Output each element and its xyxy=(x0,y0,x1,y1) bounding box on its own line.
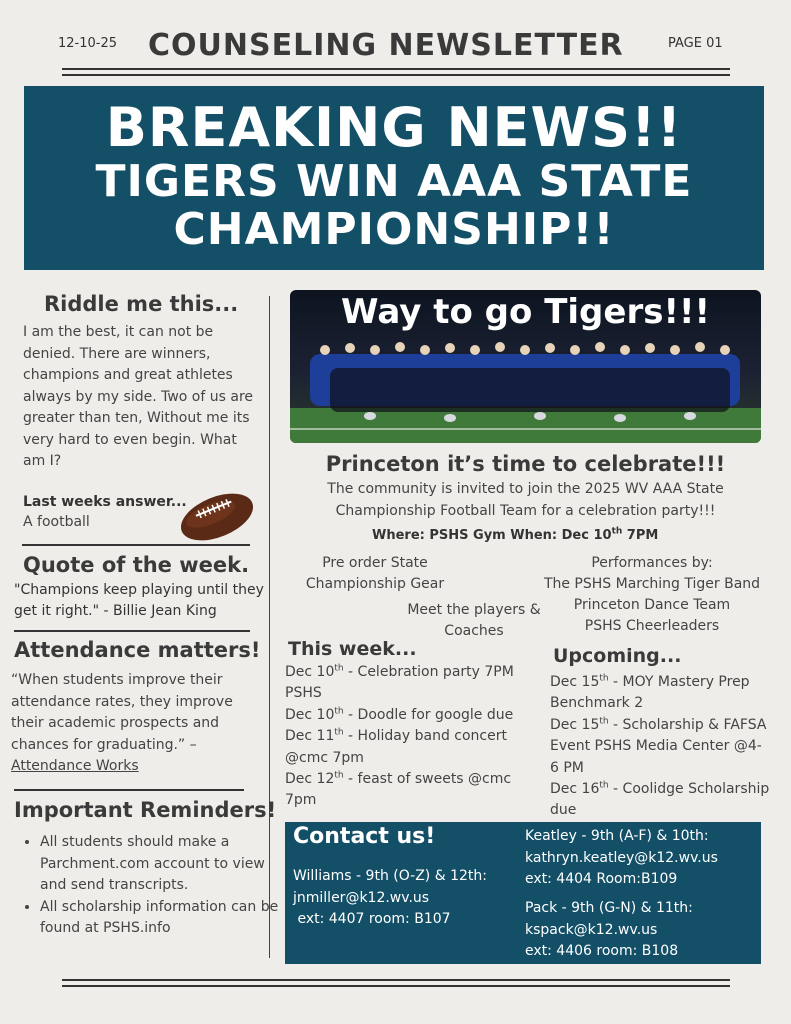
attendance-quote: “When students improve their attendance rates, they improve their academic prospects and chances for graduating.” – xyxy=(11,672,233,753)
upcoming-heading: Upcoming... xyxy=(553,645,682,667)
riddle-text: I am the best, it can not be denied. There are winners, champions and great athletes always by my side. Two of us are greater than ten, Without me its very hard to even begin. What am I? xyxy=(23,324,254,469)
header-rule-top xyxy=(62,68,730,70)
photo-caption: Way to go Tigers!!! xyxy=(341,292,710,332)
page-number: PAGE 01 xyxy=(668,36,723,51)
keatley-email[interactable]: kathryn.keatley@k12.wv.us xyxy=(525,849,718,866)
riddle-heading: Riddle me this... xyxy=(44,292,239,316)
williams-ext: ext: 4407 room: B107 xyxy=(293,911,451,927)
reminders-heading: Important Reminders! xyxy=(14,798,277,822)
list-item: • All scholarship information can be found at PSHS.info xyxy=(40,897,290,940)
pack-role: Pack - 9th (G-N) & 11th: xyxy=(525,900,693,916)
list-item: Dec 15th - Scholarship & FAFSA Event PSHS Media Center @4-6 PM xyxy=(550,716,767,776)
quote-divider xyxy=(14,630,250,632)
reminders-list xyxy=(18,832,290,940)
contact-pack xyxy=(525,898,761,963)
issue-date: 12-10-25 xyxy=(58,36,118,51)
upcoming-list xyxy=(550,672,770,822)
last-week-label: Last weeks answer... xyxy=(23,494,187,510)
list-item: Dec 10th - Celebration party 7PM PSHS xyxy=(285,663,514,702)
last-week-answer: A football xyxy=(23,514,90,530)
breaking-news-banner xyxy=(24,86,764,270)
performances xyxy=(532,553,772,637)
quote-text: "Champions keep playing until they get it right." - Billie Jean King xyxy=(14,582,264,619)
header-rule-bottom xyxy=(62,74,730,76)
banner-line-3: CHAMPIONSHIP!! xyxy=(173,204,615,255)
celebrate-text: The community is invited to join the 2025 WV AAA State Championship Football Team for a celebration party!!! xyxy=(327,481,724,519)
banner-line-1: BREAKING NEWS!! xyxy=(105,96,683,159)
performer: The PSHS Marching Tiger Band xyxy=(543,576,761,592)
list-item: Dec 15th - MOY Mastery Prep Benchmark 2 xyxy=(550,673,750,712)
contact-williams xyxy=(293,866,518,931)
quote-heading: Quote of the week. xyxy=(23,553,250,577)
keatley-role: Keatley - 9th (A-F) & 10th: xyxy=(525,828,709,844)
event-time: 7PM xyxy=(622,528,659,543)
performer: PSHS Cheerleaders xyxy=(584,618,720,634)
performances-label: Performances by: xyxy=(591,555,713,571)
meet-players-text: Meet the players & Coaches xyxy=(407,602,541,639)
list-item: Dec 11th - Holiday band concert @cmc 7pm xyxy=(285,727,507,766)
attendance-divider xyxy=(14,789,244,791)
newsletter-title: COUNSELING NEWSLETTER xyxy=(148,28,624,63)
williams-role: Williams - 9th (O-Z) & 12th: xyxy=(293,868,487,884)
performer: Princeton Dance Team xyxy=(573,597,731,613)
preorder-text: Pre order State Championship Gear xyxy=(305,555,445,592)
attendance-text xyxy=(11,670,269,778)
this-week-list xyxy=(285,662,545,812)
celebrate-heading: Princeton it’s time to celebrate!!! xyxy=(325,452,726,476)
this-week-heading: This week... xyxy=(288,638,417,660)
riddle-divider xyxy=(22,544,250,546)
event-sup: th xyxy=(611,526,623,537)
list-item: • All students should make a Parchment.com account to view and send transcripts. xyxy=(40,832,290,897)
attendance-heading: Attendance matters! xyxy=(14,638,261,662)
list-item: Dec 10th - Doodle for google due xyxy=(285,706,514,723)
pack-email[interactable]: kspack@k12.wv.us xyxy=(525,921,658,938)
footer-rule-bottom xyxy=(62,985,730,987)
attendance-works-link[interactable]: Attendance Works xyxy=(11,758,139,774)
football-icon xyxy=(176,488,258,546)
event-details xyxy=(372,528,658,543)
contact-keatley xyxy=(525,826,761,891)
contact-heading: Contact us! xyxy=(293,824,436,849)
footer-rule-top xyxy=(62,979,730,981)
banner-line-2: TIGERS WIN AAA STATE xyxy=(95,156,693,207)
pack-ext: ext: 4406 room: B108 xyxy=(525,943,679,959)
event-where: Where: PSHS Gym When: Dec 10 xyxy=(372,528,612,543)
williams-email[interactable]: jnmiller@k12.wv.us xyxy=(293,889,430,906)
list-item: Dec 16th - Coolidge Scholarship due xyxy=(550,780,770,819)
list-item: Dec 12th - feast of sweets @cmc 7pm xyxy=(285,770,512,809)
keatley-ext: ext: 4404 Room:B109 xyxy=(525,871,678,887)
